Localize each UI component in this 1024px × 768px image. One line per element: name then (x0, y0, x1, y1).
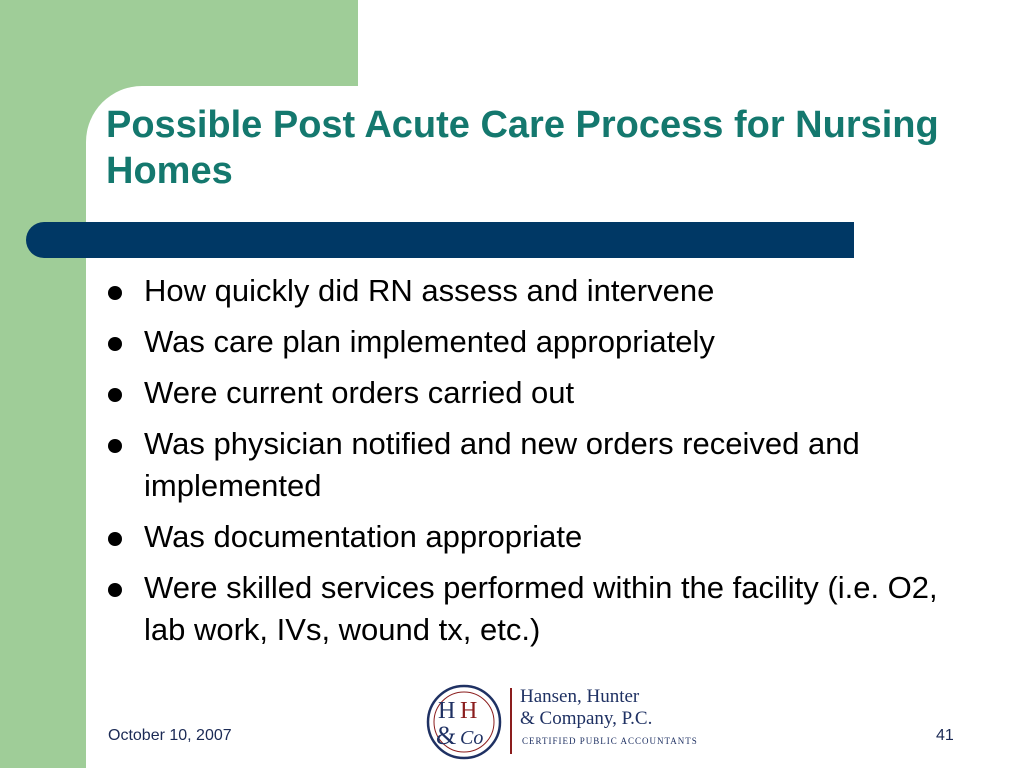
logo-name-line1: Hansen, Hunter (520, 686, 640, 707)
logo-tagline: CERTIFIED PUBLIC ACCOUNTANTS (522, 736, 698, 746)
title-underline-bar (26, 222, 854, 258)
bullet-dot-icon (108, 532, 122, 546)
logo-name-line2: & Company, P.C. (520, 708, 653, 729)
svg-text:&: & (436, 721, 457, 750)
bullet-dot-icon (108, 337, 122, 351)
bullet-text: Were current orders carried out (144, 375, 575, 410)
svg-text:H: H (460, 698, 478, 724)
page-number: 41 (936, 727, 954, 744)
bullet-item (106, 372, 966, 414)
bullet-list (106, 270, 966, 660)
bullet-text: Was physician notified and new orders received and implemented (144, 426, 860, 503)
bullet-item (106, 270, 966, 312)
logo-divider (510, 688, 512, 754)
bullet-item (106, 516, 966, 558)
svg-text:H: H (438, 698, 456, 724)
hhco-monogram-icon (424, 682, 504, 762)
bullet-text: How quickly did RN assess and intervene (144, 273, 715, 308)
bullet-item (106, 567, 966, 651)
bullet-dot-icon (108, 583, 122, 597)
slide-title: Possible Post Acute Care Process for Nursing Homes (106, 104, 939, 192)
bullet-text: Was documentation appropriate (144, 519, 583, 554)
footer-date: October 10, 2007 (108, 727, 232, 744)
bullet-item (106, 321, 966, 363)
bullet-text: Were skilled services performed within the facility (i.e. O2, lab work, IVs, wound tx, etc.) (144, 570, 938, 647)
bullet-item (106, 423, 966, 507)
company-logo (424, 682, 698, 762)
bullet-dot-icon (108, 439, 122, 453)
bullet-text: Was care plan implemented appropriately (144, 324, 715, 359)
svg-text:Co: Co (460, 727, 484, 749)
background-green-strip (0, 0, 86, 768)
bullet-dot-icon (108, 388, 122, 402)
bullet-dot-icon (108, 286, 122, 300)
